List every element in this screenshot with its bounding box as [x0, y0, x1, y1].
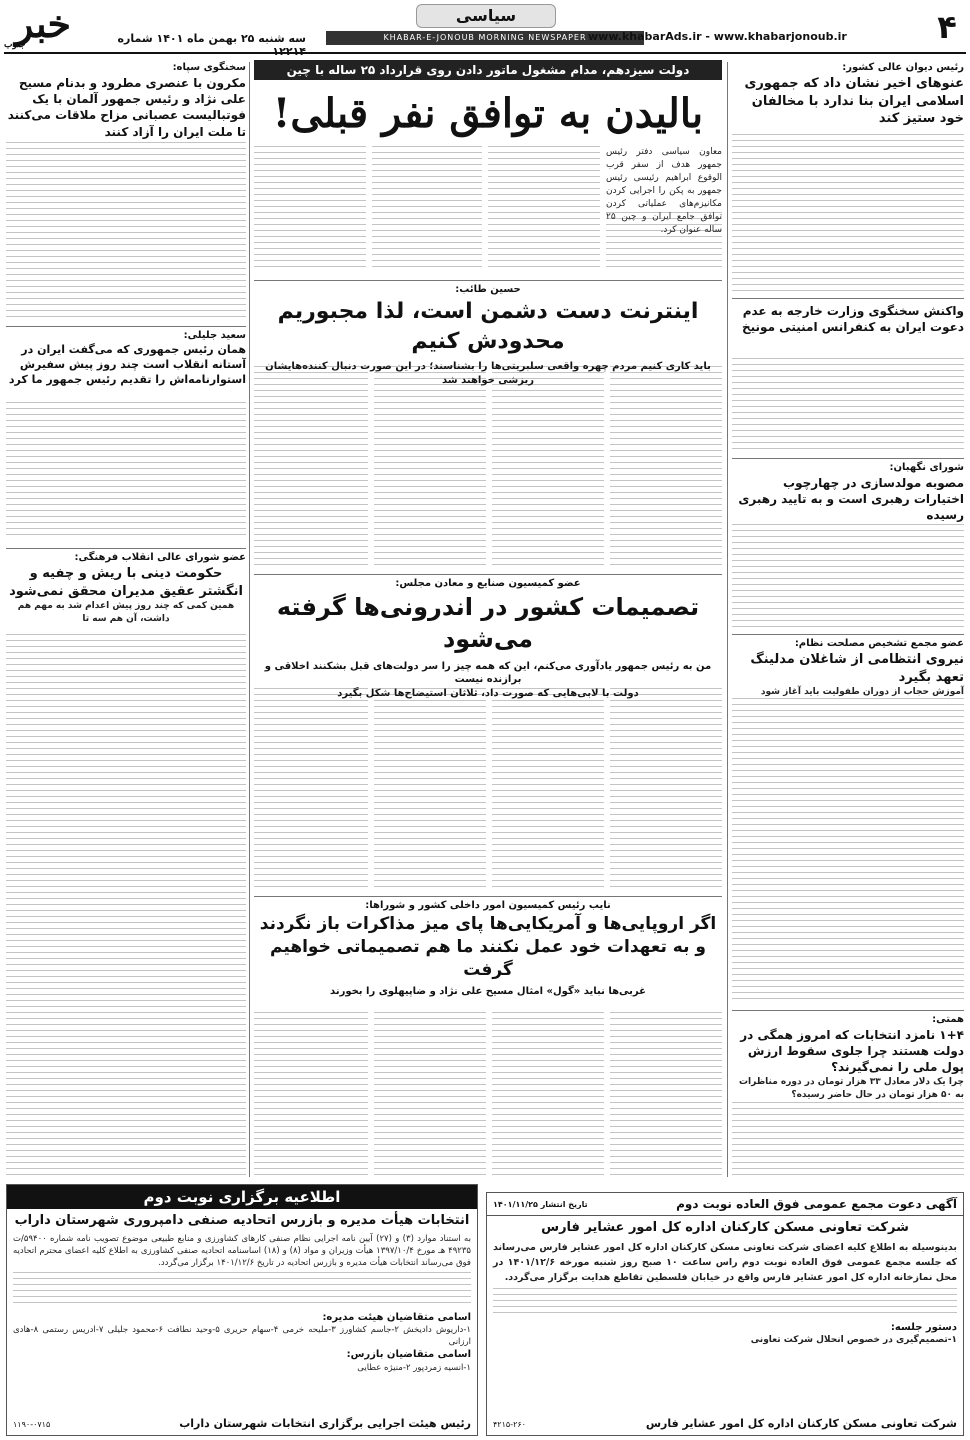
article-text: [372, 146, 482, 270]
left-headline-3: حکومت دینی با ریش و چفیه و انگشتر عقیق مدیران محقق نمی‌شود: [9, 566, 243, 599]
story-3-subhead: من به رئیس جمهور یادآوری می‌کنم، این که همه چیز را سر دولت‌های قبل بشکنند اخلاقی و برازنده نیست: [264, 660, 712, 686]
article-text: [254, 146, 366, 270]
masthead: [4, 1, 966, 58]
article-text: [6, 634, 246, 1178]
left-kicker-3: عضو شورای عالی انقلاب فرهنگی:: [74, 552, 246, 563]
article-text: [6, 142, 246, 318]
left-kicker-2: سعید جلیلی:: [183, 330, 246, 341]
right-block-3: [732, 458, 964, 523]
story-2-subhead: باید کاری کنیم مردم چهره واقعی سلبریتی‌ها را بشناسند؛ در این صورت دنبال کننده‌هایشان ریزشی خواهند شد: [265, 361, 711, 386]
main-headline: بالیدن به توافق نفر قبلی!: [272, 90, 704, 137]
announcement-1-title: اطلاعیه برگزاری نوبت دوم: [7, 1185, 477, 1209]
announcement-election: [6, 1184, 478, 1436]
left-column: [6, 62, 246, 1179]
main-lead-text: معاون سیاسی دفتر رئیس جمهور هدف از سفر قرب الوقوع ابراهیم رئیسی رئیس جمهور به پکن را اجرایی کردن مکانیزم‌های عملیاتی کردن توافق جامع ایران و چین ۲۵ ساله عنوان کرد.: [606, 147, 722, 235]
left-headline-1: مکرون با عنصری مطرود و بدنام مسیح علی نژاد و رئیس جمهور آلمان با یک فوتبالیست عصبانی مزاح ملاقات می‌کنند تا ملت ایران را آزاد کنند: [7, 76, 246, 139]
article-text: [732, 134, 964, 294]
announcement-1-inspectors: ۱-انسیه زمردپور ۲-منیژه عطایی: [357, 1362, 471, 1373]
story-4-header: [254, 900, 722, 1010]
section-label: سیاسی: [416, 4, 556, 28]
right-kicker-3: شورای نگهبان:: [889, 462, 964, 473]
right-headline-5: ۱+۴ نامزد انتخابات که امروز همگی در دولت هستند چرا جلوی سقوط ارزش پول ملی را نمی‌گیرند؟: [740, 1028, 964, 1075]
announcement-2-signature: شرکت تعاونی مسکن کارکنان اداره کل امور عشایر فارس: [645, 1417, 957, 1431]
article-text: [732, 1102, 964, 1178]
announcement-1-candidates: ۱-داریوش دادیخش ۲-جاسم کشاورز ۳-ملیحه خرمی ۴-سهام حریری ۵-وحید نطافت ۶-محمود جلیلی ۷-ادریس رستمی ۸-هادی ارزانی: [13, 1325, 471, 1348]
left-block-2: [6, 326, 246, 388]
logo-subtext: جنوب: [4, 40, 26, 50]
announcement-1-subtitle: انتخابات هیأت مدیره و بازرس اتحادیه صنفی دامپروری شهرستان داراب: [14, 1213, 470, 1228]
left-subhead-3: همین کمی که چند روز پیش اعدام شد به مهم هم داشت، آن هم سه تا: [17, 601, 235, 625]
story-2-body: [254, 366, 722, 566]
announcement-2-title: آگهی دعوت مجمع عمومی فوق العاده نوبت دوم: [676, 1197, 957, 1211]
right-block-1: [732, 62, 964, 362]
right-kicker-4: عضو مجمع تشخیص مصلحت نظام:: [794, 638, 964, 649]
story-2-headline: اینترنت دست دشمن است، لذا مجبوریم محدودش کنیم: [277, 299, 699, 354]
announcement-2-subtitle: شرکت تعاونی مسکن کارکنان اداره کل امور عشایر فارس: [541, 1220, 909, 1236]
story-4-kicker: نایب رئیس کمیسیون امور داخلی کشور و شوراها:: [365, 900, 611, 911]
story-4-headline: اگر اروپایی‌ها و آمریکایی‌ها پای میز مذاکرات باز نگردند و به تعهدات خود عمل نکنند ما هم تصمیماتی خواهیم گرفت: [259, 914, 717, 980]
story-3-header: [254, 578, 722, 699]
issue-date: سه شنبه ۲۵ بهمن ماه ۱۴۰۱ شماره ۱۲۲۱۴: [117, 32, 306, 58]
article-text: [493, 1288, 957, 1318]
left-headline-2: همان رئیس جمهوری که می‌گفت ایران در آستانه انقلاب است چند روز پیش سفیرش استوارنامه‌اش را تقدیم رئیس جمهور ما کرد: [8, 343, 246, 386]
article-text: [732, 698, 964, 1002]
announcement-assembly: [486, 1192, 964, 1436]
announcement-2-body: بدینوسیله به اطلاع کلیه اعضای شرکت تعاونی مسکن کارکنان اداره کل امور عشایر فارس می‌رساند که جلسه مجمع عمومی فوق العاده نوبت دوم راس ساعت ۱۰ صبح روز شنبه مورخه ۱۴۰۱/۱۲/۶ در محل نمازخانه اداره کل امور عشایر فارس واقع در خیابان فلسطین تقاطع هدایت برگزار می‌گردد.: [493, 1241, 958, 1283]
right-subhead-5: چرا یک دلار معادل ۳۳ هزار تومان در دوره مناظرات به ۵۰ هزار تومان در حال حاضر رسیده؟: [738, 1076, 964, 1100]
story-4-body: [254, 1012, 722, 1176]
announcement-2-agenda: ۱-تصمیم‌گیری در خصوص انحلال شرکت تعاونی: [750, 1335, 957, 1346]
right-block-5: [732, 1010, 964, 1100]
right-kicker-1: رئیس دیوان عالی کشور:: [842, 62, 964, 73]
website-url: www.khabarAds.ir - www.khabarjonoub.ir: [588, 30, 847, 43]
article-text: [13, 1272, 471, 1308]
announcement-1-inspectors-title: اسامی متقاضیان بازرس:: [346, 1349, 471, 1361]
announcement-2-agenda-title: دستور جلسه:: [890, 1321, 957, 1333]
announcement-1-candidates-title: اسامی متقاضیان هیئت مدیره:: [322, 1311, 471, 1323]
story-3-headline: تصمیمات کشور در اندرونی‌ها گرفته می‌شود: [276, 593, 700, 654]
story-3-body: [254, 688, 722, 888]
right-block-4: [732, 634, 964, 698]
article-text: [488, 146, 600, 270]
story-2-header: [254, 284, 722, 386]
article-text: [732, 358, 964, 450]
story-3-subhead-2: دولت با لابی‌هایی که صورت داد، ثلاثان استیضاح‌ها شکل بگیرد: [337, 687, 639, 699]
announcement-1-signature: رئیس هیئت اجرایی برگزاری انتخابات شهرستان داراب: [179, 1417, 471, 1431]
left-block-3: [6, 548, 246, 626]
right-subhead-4: آموزش حجاب از دوران طفولیت باید آغاز شود: [760, 687, 964, 698]
story-2-kicker: حسین طائب:: [455, 284, 521, 295]
article-text: [732, 524, 964, 628]
newspaper-logo: [4, 1, 82, 52]
logo-text: خبر: [15, 1, 71, 46]
right-headline-3: مصوبه مولدسازی در چهارچوب اختیارات رهبری است و به تایید رهبری رسیده: [738, 476, 964, 523]
right-headline-1: عنوهای اخیر نشان داد که جمهوری اسلامی ایران بنا ندارد با مخالفان خود ستیز کند: [744, 76, 964, 127]
announcement-2-ref: ۴۲۱۵-۲۶۰: [493, 1420, 526, 1430]
announcement-1-body: به استناد موارد (۳) و (۲۷) آیین نامه اجرایی نظام صنفی کارهای کشاورزی و منابع طبیعی موضوع تصویب نامه شماره ۵۹۴۰۰/ت ۴۹۲۳۵ هـ مورخ ۱۳۹۷/۱۰/۴ هیأت وزیران و مواد (۸) و (۱۸) اساسنامه اتحادیه صنفی کشاورزی به اطلاع کلیه اعضای محترم اتحادیه فوق می‌رساند انتخابات هیأت مدیره و بازرس اتحادیه در تاریخ ۱۴۰۱/۱۲/۶ برگزار می‌گردد.: [13, 1233, 471, 1268]
right-headline-4: نیروی انتظامی از شاغلان مدلینگ تعهد بگیرد: [750, 652, 964, 685]
story-4-subhead: غربی‌ها نباید «گول» امثال مسیح علی نژاد و ضاپیهلوی را بخورند: [330, 985, 646, 997]
right-kicker-5: همتی:: [932, 1014, 964, 1025]
right-headline-2: واکنش سخنگوی وزارت خارجه به عدم دعوت ایران به کنفرانس امنیتی مونیخ: [742, 303, 964, 334]
article-text: [6, 402, 246, 540]
article-text: [606, 212, 722, 270]
newspaper-banner: KHABAR-E-JONOUB MORNING NEWSPAPER: [326, 31, 644, 45]
main-body: [254, 146, 722, 272]
announcement-1-ref: ۱۱۹۰-۰۷۱۵: [13, 1420, 51, 1430]
announcement-2-date: تاریخ انتشار ۱۴۰۱/۱۱/۲۵: [493, 1199, 588, 1209]
page-number: ۴: [937, 8, 957, 46]
main-kicker: دولت سیزدهم، مدام مشغول ماتور دادن روی قرارداد ۲۵ ساله با چین: [254, 60, 722, 80]
story-3-kicker: عضو کمیسیون صنایع و معادن مجلس:: [395, 578, 581, 589]
right-column: [732, 62, 964, 1179]
left-kicker-1: سخنگوی سپاه:: [172, 62, 246, 73]
left-block-1: [6, 62, 246, 140]
